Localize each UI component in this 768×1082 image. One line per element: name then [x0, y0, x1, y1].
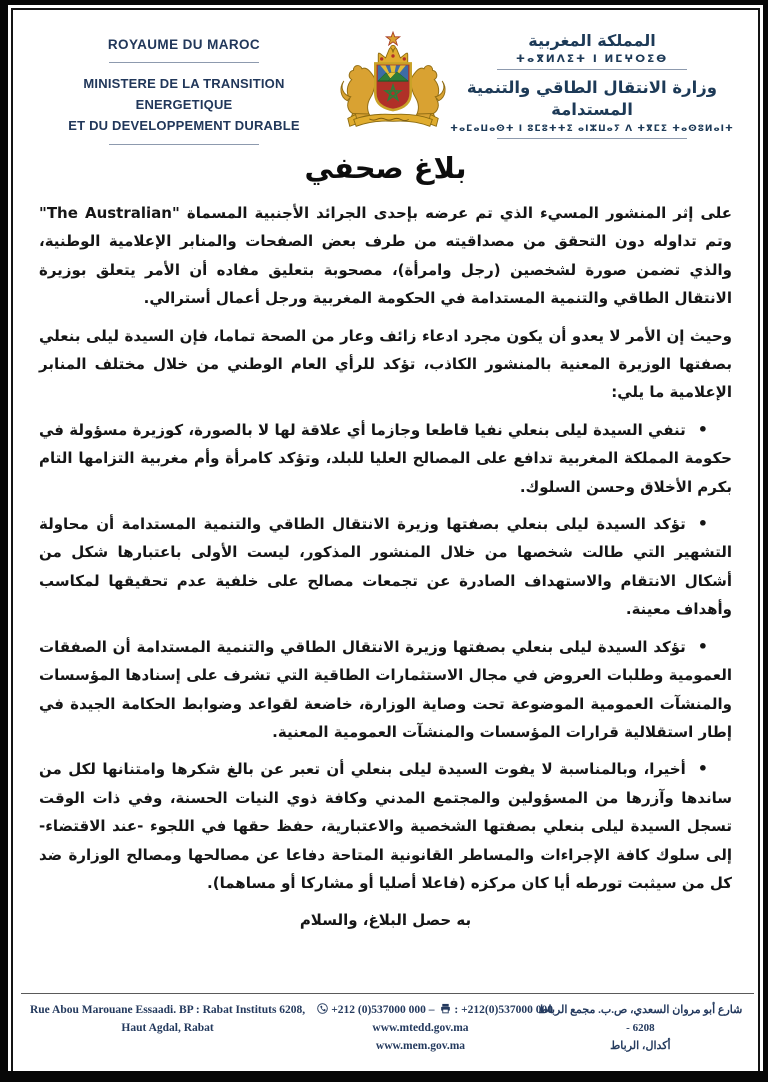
website-mtedd: www.mtedd.gov.ma: [372, 1022, 469, 1034]
footer-address-fr: [21, 1001, 314, 1037]
paragraph-whereas: وحيث إن الأمر لا يعدو أن يكون مجرد ادعاء زائف وعار من الصحة تماما، فإن السيدة ليلى بنعلي بصفتها الوزيرة المعنية بالمنشور الكاذب، تؤكد للرأي العام الوطني من خلال مختلف المنابر الإعلامية ما يلي:: [39, 326, 732, 402]
ministry-fr-line1: MINISTERE DE LA TRANSITION ENERGETIQUE: [83, 76, 285, 112]
phone-fax-separator: –: [428, 1004, 435, 1016]
bullet-icon: •: [697, 514, 708, 534]
page: [8, 5, 763, 1071]
bullet-item-2: [39, 510, 732, 624]
header-divider: [497, 69, 687, 70]
fax-number: +212(0)537000 000: [461, 1004, 553, 1016]
header-french: [38, 37, 330, 145]
bullet-icon: •: [697, 759, 708, 779]
fax-icon: [440, 1003, 451, 1014]
bullet-item-1: [39, 416, 732, 501]
kingdom-tifinagh: ⵜⴰⴳⵍⴷⵉⵜ ⵏ ⵍⵎⵖⵔⵉⴱ: [515, 53, 669, 65]
ministry-ar: وزارة الانتقال الطاقي والتنمية المستدامة: [466, 78, 718, 119]
ministry-fr-line2: ET DU DEVELOPPEMENT DURABLE: [68, 118, 300, 133]
bullet-text: تؤكد السيدة ليلى بنعلي بصفتها وزيرة الانتقال الطاقي والتنمية المستدامة أن الصفقات العمومية وطلبات العروض في مجال الاستثمارات الطاقية التي تشرف على إسنادها المؤسسات والمنشآت العمومية الموضوعة تحت وصاية الوزارة، خاضعة لقواعد وضوابط الحكامة الجيدة في إطار استقلالية قرارات المؤسسات والمنشآت العمومية المعنية.: [39, 637, 732, 741]
press-release-body: [39, 199, 732, 944]
header-divider: [497, 138, 687, 139]
phone-number: +212 (0)537000 000: [331, 1004, 426, 1016]
kingdom-ar: المملكة المغربية: [528, 31, 656, 50]
page-title: بلاغ صحفي: [304, 151, 467, 185]
header-divider: [109, 62, 259, 63]
address-ar-line1: شارع أبو مروان السعدي، ص.ب. مجمع الرباط 6208 -: [538, 1004, 743, 1034]
bullet-icon: •: [697, 636, 708, 656]
bullet-item-4: [39, 755, 732, 897]
crown-star: [386, 32, 400, 45]
phone-icon: [317, 1003, 328, 1014]
fax-label: :: [454, 1004, 459, 1016]
morocco-coat-of-arms-icon: [334, 27, 452, 141]
phone-fax-line: [314, 1001, 553, 1019]
header-arabic: [441, 31, 743, 146]
header-divider: [109, 144, 259, 145]
footer-address-ar: [527, 1001, 754, 1055]
paragraph-intro: على إثر المنشور المسيء الذي تم عرضه بإحدى الجرائد الأجنبية المسماة "The Australian" وتم تداوله دون التحقق من مصداقيته من طرف بعض الصفحات والمنابر الإعلامية الوطنية، والذي تضمن صورة لشخصين (رجل وامرأة)، مصحوبة بتعليق مفاده أن الأمر يتعلق بوزيرة الانتقال الطاقي والتنمية المستدامة في الحكومة المغربية ورجل أعمال أسترالي.: [39, 204, 733, 308]
bullet-text: تنفي السيدة ليلى بنعلي نفيا قاطعا وجازما أي علاقة لها لا بالصورة، كوزيرة مسؤولة في حكومة المملكة المغربية تدافع على المصالح العليا للبلد، وتؤكد كامرأة وأم مغربية التزامها التام بكرم الأخلاق وحسن السلوك.: [39, 420, 732, 496]
closing-line: به حصل البلاغ، والسلام: [299, 911, 472, 930]
footer: [21, 993, 754, 1055]
footer-contact: [314, 1001, 553, 1055]
kingdom-fr: ROYAUME DU MAROC: [107, 37, 261, 52]
address-fr-line1: Rue Abou Marouane Essaadi. BP : Rabat Instituts 6208,: [29, 1004, 306, 1016]
bullet-icon: •: [697, 419, 708, 439]
bullet-item-3: [39, 633, 732, 747]
bullet-text: أخيرا، وبالمناسبة لا يفوت السيدة ليلى بنعلي أن تعبر عن بالغ شكرها وامتنانها لكل من ساندها وآزرها من المسؤولين والمجتمع المدني وكافة ذوي النيات الحسنة، وفي ذات الوقت تسجل السيدة ليلى بنعلي بصفتها الشخصية والاعتبارية، حفظ حقها في اللجوء -عند الاقتضاء- إلى سلوك كافة الإجراءات والمساطر القانونية المتاحة دفاعا عن مصالحها ومصالح الوزارة ضد كل من سيثبت تورطه أيا كان مركزه (فاعلا أصليا أو مشاركا أو مساهما).: [39, 760, 732, 892]
ministry-tifinagh: ⵜⴰⵎⴰⵡⴰⵙⵜ ⵏ ⵓⵎⵓⵜⵜⵉ ⴰⵏⵣⵡⴰⵢ ⴷ ⵜⴳⵎⵉ ⵜⴰⵙⵓⵍⴰⵏⵜ: [450, 124, 734, 134]
address-fr-line2: Haut Agdal, Rabat: [121, 1022, 214, 1034]
website-mem: www.mem.gov.ma: [375, 1040, 466, 1052]
address-ar-line2: أكدال، الرباط: [610, 1040, 671, 1052]
bullet-text: تؤكد السيدة ليلى بنعلي بصفتها وزيرة الانتقال الطاقي والتنمية المستدامة أن محاولة التشهير التي طالت شخصها من خلال المنشور المذكور، ليست الأولى باعتبارها شكل من أشكال الانتقام والاستهداف الصادرة عن تجمعات مصالح على خلفية عدم تحقيقها لمكاسب وأهداف معينة.: [39, 515, 732, 619]
